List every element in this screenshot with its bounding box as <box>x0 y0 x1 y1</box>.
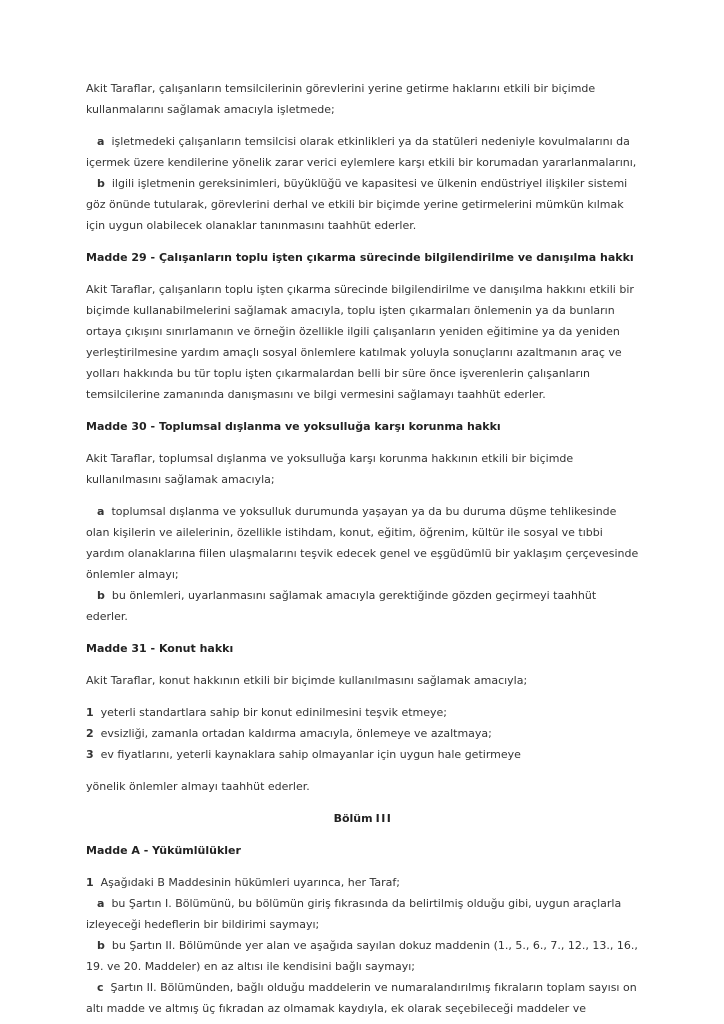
item-text: Şartın II. Bölümünden, bağlı olduğu maddelerin ve numaralandırılmış fıkraların toplam sayısı on altı madde ve altmış üç fıkradan az olmamak kaydıyla, ek olarak seçebileceği maddeler ve <box>86 981 637 1015</box>
item-marker: c <box>97 981 104 994</box>
article29-heading: Madde 29 - Çalışanların toplu işten çıkarma sürecinde bilgilendirilme ve danışılma hakkı <box>86 251 634 264</box>
article31-item-list <box>86 702 640 765</box>
part3-word: Bölüm <box>333 812 373 825</box>
article30-item-a <box>86 501 640 585</box>
item-marker: b <box>97 177 105 190</box>
article31-item-2 <box>86 723 640 744</box>
article31-closing-paragraph: yönelik önlemler almayı taahhüt ederler. <box>86 780 310 793</box>
item-marker: b <box>97 939 105 952</box>
articleA-paragraph-1 <box>86 872 640 893</box>
article28-item-b <box>86 173 640 236</box>
item-text: Aşağıdaki B Maddesinin hükümleri uyarınca, her Taraf; <box>100 876 400 889</box>
item-text: yeterli standartlara sahip bir konut edinilmesini teşvik etmeye; <box>100 706 447 719</box>
item-marker: a <box>97 135 105 148</box>
item-text: toplumsal dışlanma ve yoksulluk durumunda yaşayan ya da bu duruma düşme tehlikesinde olan kişilerin ve ailelerinin, özellikle istihdam, konut, eğitim, öğrenim, kültür ile sosyal ve tıbbi yardım olanaklarına fiilen ulaşmalarını teşvik edecek genel ve eşgüdümlü bir yaklaşım çerçevesinde önlemler almayı; <box>86 505 639 581</box>
item-marker: 2 <box>86 727 94 740</box>
article31-item-1 <box>86 702 640 723</box>
articleA-item-c <box>86 977 640 1019</box>
item-text: bu Şartın I. Bölümünü, bu bölümün giriş fıkrasında da belirtilmiş olduğu gibi, uygun araçlarla izleyeceği hedeflerin bir bildirimi saymayı; <box>86 897 622 931</box>
article30-heading: Madde 30 - Toplumsal dışlanma ve yoksulluğa karşı korunma hakkı <box>86 420 501 433</box>
item-marker: a <box>97 505 105 518</box>
articleA-item-b <box>86 935 640 977</box>
part3-numeral: III <box>375 812 393 825</box>
part3-heading <box>86 808 640 829</box>
article30-item-list <box>86 501 640 627</box>
item-text: ev fiyatlarını, yeterli kaynaklara sahip olmayanlar için uygun hale getirmeye <box>100 748 521 761</box>
item-marker: a <box>97 897 105 910</box>
article31-heading: Madde 31 - Konut hakkı <box>86 642 234 655</box>
item-text: işletmedeki çalışanların temsilcisi olarak etkinlikleri ya da statüleri nedeniyle kovulmalarını da içermek üzere kendilerine yönelik zarar verici eylemlere karşı etkili bir korumadan yararlanmalarını, <box>86 135 637 169</box>
articleA-item-list <box>86 872 640 1019</box>
article28-item-list <box>86 131 640 236</box>
article28-item-a <box>86 131 640 173</box>
articleA-heading: Madde A - Yükümlülükler <box>86 844 241 857</box>
item-marker: 3 <box>86 748 94 761</box>
item-marker: 1 <box>86 876 94 889</box>
item-text: bu Şartın II. Bölümünde yer alan ve aşağıda sayılan dokuz maddenin (1., 5., 6., 7., 12., 13., 16., 19. ve 20. Maddeler) en az altısı ile kendisini bağlı saymayı; <box>86 939 638 973</box>
articleA-item-a <box>86 893 640 935</box>
article30-item-b <box>86 585 640 627</box>
item-marker: b <box>97 589 105 602</box>
article28-intro-paragraph: Akit Taraflar, çalışanların temsilcilerinin görevlerini yerine getirme haklarını etkili bir biçimde kullanmalarını sağlamak amacıyla işletmede; <box>86 82 596 116</box>
item-marker: 1 <box>86 706 94 719</box>
article31-intro-paragraph: Akit Taraflar, konut hakkının etkili bir biçimde kullanılmasını sağlamak amacıyla; <box>86 674 528 687</box>
item-text: evsizliği, zamanla ortadan kaldırma amacıyla, önlemeye ve azaltmaya; <box>100 727 492 740</box>
article31-item-3 <box>86 744 640 765</box>
article29-body-paragraph: Akit Taraflar, çalışanların toplu işten çıkarma sürecinde bilgilendirilme ve danışılma hakkını etkili bir biçimde kullanabilmelerini sağlamak amacıyla, toplu işten çıkarmaları önlemenin ya da bunların ortaya çıkışını sınırlamanın ve örneğin özellikle ilgili çalışanların yeniden eğitimine ya da yeniden yerleştirilmesine yardım amaçlı sosyal önlemlere katılmak yoluyla sonuçlarını azaltmanın araç ve yolları hakkında bu tür toplu işten çıkarmalardan belli bir süre önce işverenlerin çalışanların temsilcilerine zamanında danışmasını ve bilgi vermesini sağlamayı taahhüt ederler. <box>86 283 634 401</box>
article30-intro-paragraph: Akit Taraflar, toplumsal dışlanma ve yoksulluğa karşı korunma hakkının etkili bir biçimde kullanılmasını sağlamak amacıyla; <box>86 452 574 486</box>
item-text: ilgili işletmenin gereksinimleri, büyüklüğü ve kapasitesi ve ülkenin endüstriyel ilişkiler sistemi göz önünde tutularak, görevlerini derhal ve etkili bir biçimde yerine getirmelerini mümkün kılmak için uygun olabilecek olanaklar tanınmasını taahhüt ederler. <box>86 177 628 232</box>
item-text: bu önlemleri, uyarlanmasını sağlamak amacıyla gerektiğinde gözden geçirmeyi taahhüt ederler. <box>86 589 597 623</box>
